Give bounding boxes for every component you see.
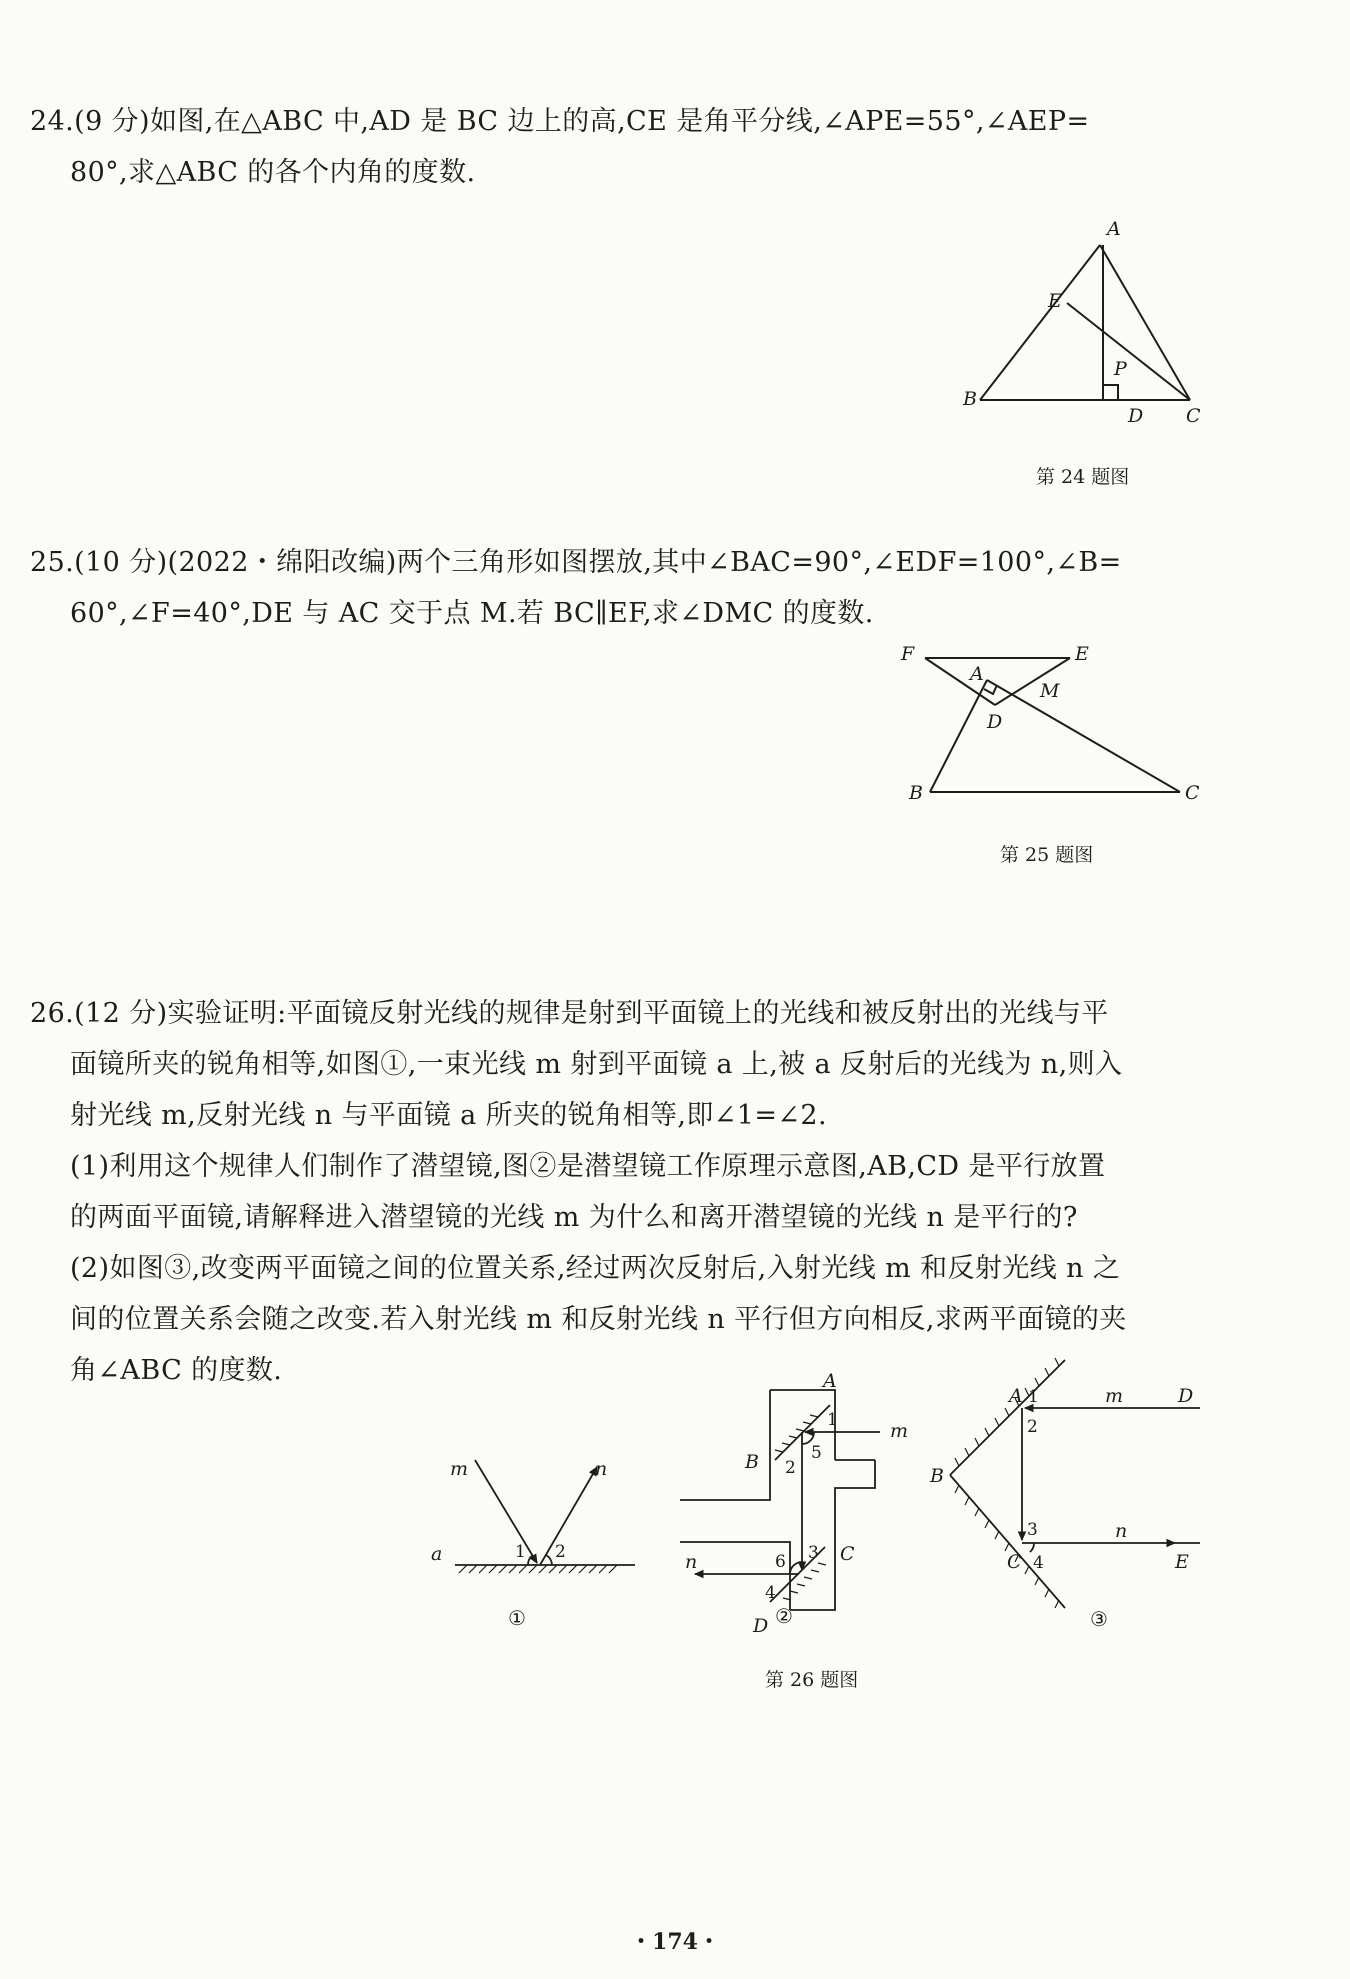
figure-24: [960, 215, 1220, 435]
label-C: C: [840, 1543, 855, 1565]
label-A: A: [823, 1370, 837, 1392]
label-angle-2: 2: [785, 1458, 796, 1478]
mirror-BC-hatching: [955, 1485, 1059, 1608]
problem-26-line-2: 面镜所夹的锐角相等,如图①,一束光线 m 射到平面镜 a 上,被 a 反射后的光线为 n,则入: [70, 1049, 1123, 1080]
label-A: A: [1107, 218, 1121, 240]
figure-marker-1: ①: [508, 1606, 526, 1630]
figure-24-caption: 第 24 题图: [1036, 466, 1130, 488]
label-angle-2: 2: [1027, 1417, 1038, 1437]
figure-marker-3: ③: [1090, 1607, 1108, 1631]
label-D: D: [753, 1615, 769, 1637]
label-angle-6: 6: [775, 1552, 786, 1572]
ray-m: [475, 1460, 537, 1563]
label-D: D: [987, 711, 1003, 733]
label-angle-4: 4: [765, 1583, 776, 1603]
label-n: n: [1115, 1520, 1128, 1542]
label-angle-2: 2: [555, 1542, 566, 1562]
problem-26-line-5: 的两面平面镜,请解释进入潜望镜的光线 m 为什么和离开潜望镜的光线 n 是平行的?: [70, 1202, 1078, 1233]
angle-4-arc: [1030, 1543, 1034, 1552]
label-C: C: [1185, 782, 1200, 804]
problem-25-line-1: 25.(10 分)(2022・绵阳改编)两个三角形如图摆放,其中∠BAC=90°,∠EDF=100°,∠B=: [30, 547, 1122, 578]
label-D: D: [1128, 405, 1144, 427]
ray-n: [540, 1467, 597, 1565]
page-number: ・174・: [630, 1929, 720, 1955]
label-D: D: [1178, 1385, 1194, 1407]
mirror-BC: [950, 1475, 1065, 1608]
label-n: n: [685, 1551, 698, 1573]
label-angle-3: 3: [808, 1543, 819, 1563]
label-M: M: [1040, 680, 1060, 702]
label-B: B: [963, 388, 977, 410]
angle-1-arc: [528, 1555, 533, 1565]
figure-26-caption: 第 26 题图: [765, 1669, 859, 1691]
label-E: E: [1048, 290, 1062, 312]
figure-marker-2: ②: [775, 1604, 793, 1628]
label-C: C: [1186, 405, 1201, 427]
label-A: A: [1009, 1385, 1023, 1407]
right-angle-mark: [1103, 385, 1118, 400]
label-m: m: [890, 1420, 909, 1442]
problem-25-line-2: 60°,∠F=40°,DE 与 AC 交于点 M.若 BC∥EF,求∠DMC 的度数.: [70, 598, 874, 629]
label-E: E: [1175, 1551, 1189, 1573]
label-angle-1: 1: [515, 1542, 526, 1562]
problem-26-line-1: 26.(12 分)实验证明:平面镜反射光线的规律是射到平面镜上的光线和被反射出的光线与平: [30, 998, 1109, 1029]
segment-FD: [925, 658, 995, 705]
segment-AC: [987, 680, 1180, 792]
mirror-BA: [950, 1360, 1065, 1475]
figure-26-1: [425, 1445, 645, 1645]
label-n: n: [595, 1458, 608, 1480]
problem-26-line-4: (1)利用这个规律人们制作了潜望镜,图②是潜望镜工作原理示意图,AB,CD 是平行放置: [70, 1151, 1106, 1182]
label-m: m: [450, 1458, 469, 1480]
label-F: F: [901, 643, 915, 665]
label-m: m: [1105, 1385, 1124, 1407]
label-P: P: [1114, 358, 1127, 380]
label-C: C: [1007, 1551, 1022, 1573]
figure-26-2: [675, 1370, 915, 1645]
label-angle-1: 1: [827, 1410, 838, 1430]
label-angle-4: 4: [1033, 1553, 1044, 1573]
problem-26-line-7: 间的位置关系会随之改变.若入射光线 m 和反射光线 n 平行但方向相反,求两平面镜的夹: [70, 1304, 1127, 1335]
label-A: A: [970, 663, 984, 685]
label-B: B: [745, 1451, 759, 1473]
mirror-BA-hatching: [955, 1358, 1059, 1466]
figure-26-3: [925, 1350, 1215, 1645]
periscope-outline-left: [680, 1390, 770, 1500]
right-angle-mark: [984, 685, 997, 694]
problem-24-line-1: 24.(9 分)如图,在△ABC 中,AD 是 BC 边上的高,CE 是角平分线,∠APE=55°,∠AEP=: [30, 106, 1090, 137]
label-a: a: [431, 1543, 443, 1565]
label-E: E: [1075, 643, 1089, 665]
mirror-hatching: [459, 1565, 617, 1573]
label-B: B: [909, 782, 923, 804]
problem-26-line-8: 角∠ABC 的度数.: [70, 1355, 283, 1386]
figure-25-caption: 第 25 题图: [1000, 844, 1094, 866]
problem-24-line-2: 80°,求△ABC 的各个内角的度数.: [70, 157, 476, 188]
problem-26-line-6: (2)如图③,改变两平面镜之间的位置关系,经过两次反射后,入射光线 m 和反射光线 n 之: [70, 1253, 1121, 1284]
figure-25: [895, 640, 1215, 815]
label-B: B: [930, 1465, 944, 1487]
problem-26-line-3: 射光线 m,反射光线 n 与平面镜 a 所夹的锐角相等,即∠1=∠2.: [70, 1100, 827, 1131]
label-angle-5: 5: [811, 1443, 822, 1463]
segment-CE: [1067, 303, 1190, 400]
label-angle-3: 3: [1027, 1520, 1038, 1540]
segment-AB: [980, 245, 1100, 400]
label-angle-1: 1: [1028, 1387, 1039, 1407]
angle-2-arc: [546, 1555, 552, 1565]
segment-AB: [930, 680, 987, 792]
